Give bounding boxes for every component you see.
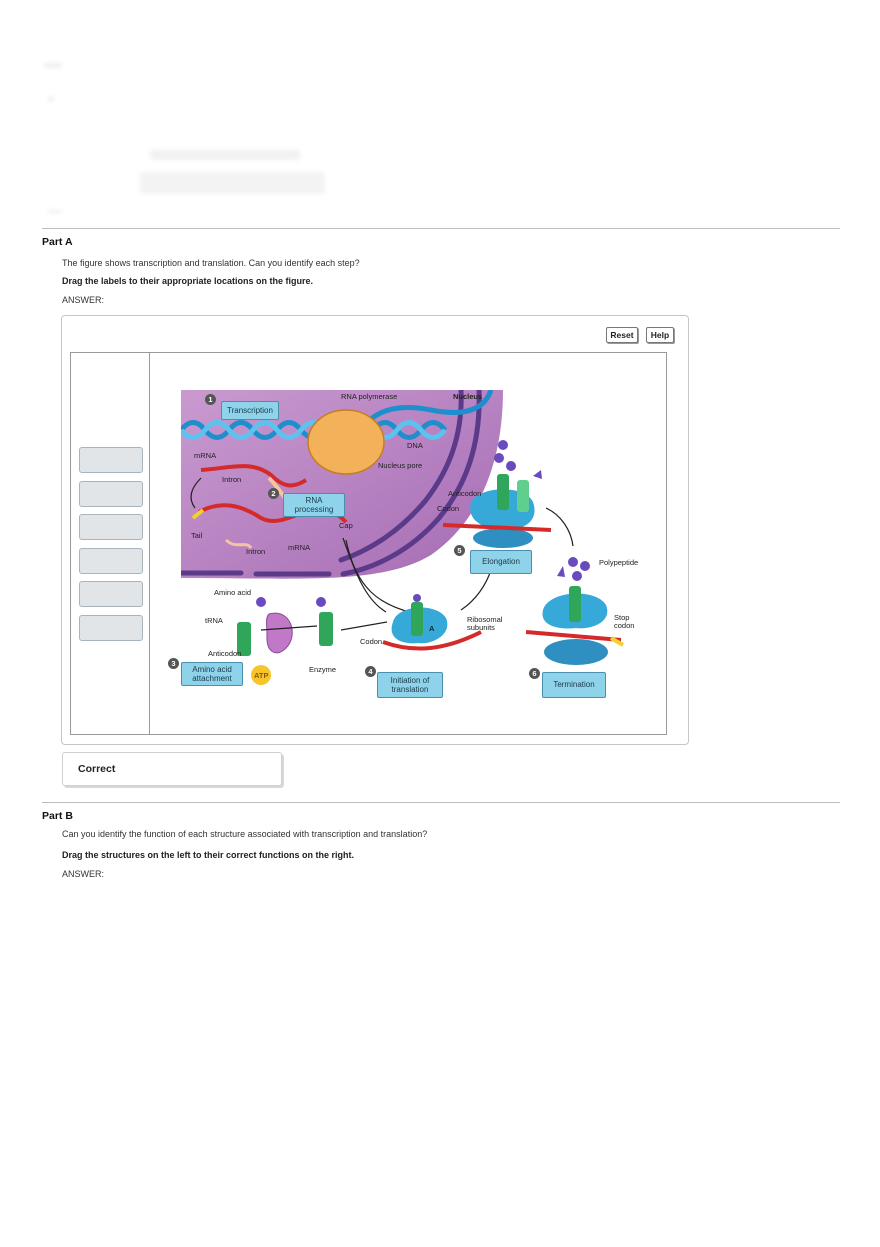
- transcription-translation-figure: [171, 390, 651, 702]
- empty-label-slot[interactable]: [79, 481, 143, 507]
- annotation-tail: Tail: [191, 531, 203, 540]
- amino-acid-bead: [494, 453, 504, 463]
- blurred-header-fragment: [150, 150, 300, 160]
- amino-acid-bead: [498, 440, 508, 450]
- annotation-cap: Cap: [339, 521, 353, 530]
- annotation-ribosomal-subunits: Ribosomal subunits: [467, 615, 503, 632]
- annotation-nucleus-pore: Nucleus pore: [378, 461, 423, 470]
- trna-charged: [319, 612, 333, 646]
- blurred-header-fragment: [44, 63, 62, 68]
- step-number: 4: [365, 666, 376, 677]
- placed-label-transcription[interactable]: Transcription: [221, 401, 279, 420]
- placed-label-initiation-of-translation[interactable]: Initiation of translation: [377, 672, 443, 698]
- empty-label-slot[interactable]: [79, 615, 143, 641]
- help-button[interactable]: Help: [646, 327, 674, 343]
- annotation-stop-codon: Stop codon: [614, 613, 635, 630]
- feedback-text: Correct: [78, 763, 116, 775]
- rna-polymerase: [308, 410, 384, 474]
- process-arrow: [341, 622, 387, 630]
- annotation-rna-polymerase: RNA polymerase: [341, 392, 398, 401]
- part-b-title: Part B: [42, 810, 73, 822]
- annotation-anticodon-bottom: Anticodon: [208, 649, 242, 658]
- part-a-question: The figure shows transcription and translation. Can you identify each step?: [62, 258, 360, 268]
- annotation-atp: ATP: [254, 671, 269, 680]
- part-b-instruction: Drag the structures on the left to their correct functions on the right.: [62, 850, 355, 860]
- amino-acid-bead: [256, 597, 266, 607]
- part-a-instruction: Drag the labels to their appropriate locations on the figure.: [62, 276, 314, 286]
- section-divider: [42, 802, 840, 803]
- amino-acid-bead: [580, 561, 590, 571]
- annotation-anticodon-top: Anticodon: [448, 489, 482, 498]
- trna-initiation: [411, 602, 423, 636]
- trna-elongation: [497, 474, 509, 510]
- blurred-header-fragment: [48, 96, 54, 102]
- process-arrow: [461, 570, 491, 610]
- ribosome-small-subunit: [473, 528, 533, 548]
- placed-label-termination[interactable]: Termination: [542, 672, 606, 698]
- aminoacyl-trna-synthetase: [267, 613, 293, 653]
- trna-termination: [569, 586, 581, 622]
- amino-acid-bead: [506, 461, 516, 471]
- annotation-intron-bottom: Intron: [246, 547, 266, 556]
- placed-label-elongation[interactable]: Elongation: [470, 550, 532, 574]
- annotation-intron-top: Intron: [222, 475, 242, 484]
- amino-acid-bead: [572, 571, 582, 581]
- annotation-mrna-bottom: mRNA: [288, 543, 311, 552]
- step-number: 2: [268, 488, 279, 499]
- empty-label-slot[interactable]: [79, 447, 143, 473]
- section-divider: [42, 228, 840, 229]
- annotation-amino-acid: Amino acid: [214, 588, 252, 597]
- step-number: 3: [168, 658, 179, 669]
- part-b-question: Can you identify the function of each structure associated with transcription and translation?: [62, 829, 428, 839]
- part-a-title: Part A: [42, 236, 73, 248]
- amino-acid-bead: [557, 566, 565, 577]
- amino-acid-bead: [533, 470, 542, 479]
- placed-label-rna-processing[interactable]: RNA processing: [283, 493, 345, 517]
- empty-label-slot[interactable]: [79, 581, 143, 607]
- step-number: 1: [205, 394, 216, 405]
- annotation-a-site: A: [429, 624, 435, 633]
- empty-label-slot[interactable]: [79, 514, 143, 540]
- annotation-mrna-top: mRNA: [194, 451, 217, 460]
- step-number: 6: [529, 668, 540, 679]
- blurred-header-fragment: [140, 172, 325, 194]
- annotation-polypeptide: Polypeptide: [599, 558, 639, 567]
- annotation-codon-bottom: Codon: [360, 637, 383, 646]
- annotation-enzyme: Enzyme: [309, 665, 337, 674]
- placed-label-amino-acid-attachment[interactable]: Amino acid attachment: [181, 662, 243, 686]
- annotation-codon-top: Codon: [437, 504, 460, 513]
- annotation-nucleus: Nucleus: [453, 392, 483, 401]
- ribosome-small-subunit: [544, 639, 608, 665]
- amino-acid-bead: [316, 597, 326, 607]
- mrna-termination: [526, 632, 621, 640]
- annotation-trna: tRNA: [205, 616, 223, 625]
- part-a-answer-label: ANSWER:: [62, 295, 105, 305]
- trna-elongation: [517, 480, 529, 512]
- amino-acid-bead: [568, 557, 578, 567]
- process-arrow: [546, 508, 573, 546]
- reset-button[interactable]: Reset: [606, 327, 638, 343]
- annotation-dna: DNA: [407, 441, 423, 450]
- figure-drawing: [181, 390, 651, 702]
- feedback-box: [62, 752, 282, 786]
- empty-label-slot[interactable]: [79, 548, 143, 574]
- step-number: 5: [454, 545, 465, 556]
- amino-acid-bead: [413, 594, 421, 602]
- blurred-header-fragment: [48, 210, 62, 213]
- label-bank-divider: [149, 352, 150, 734]
- part-b-answer-label: ANSWER:: [62, 869, 105, 879]
